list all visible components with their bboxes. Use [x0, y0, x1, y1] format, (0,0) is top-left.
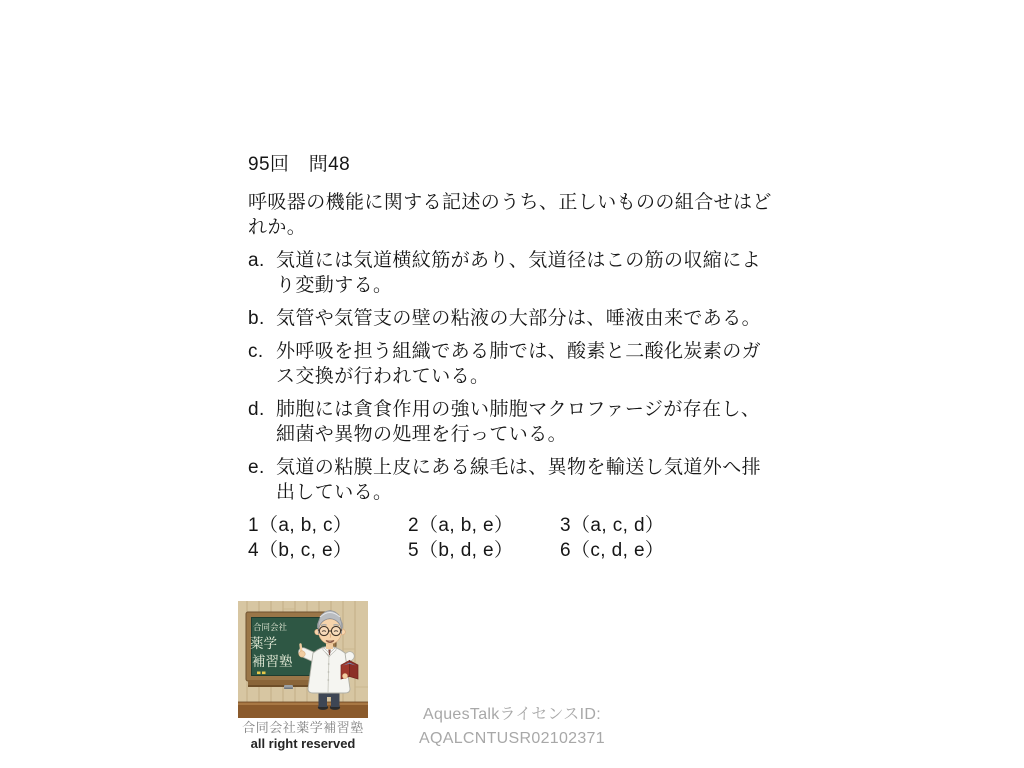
question-block: [248, 152, 782, 563]
option-c-marker: c.: [248, 341, 264, 362]
option-b: [248, 306, 782, 331]
option-e-marker: e.: [248, 457, 265, 478]
option-c-text: 外呼吸を担う組織である肺では、酸素と二酸化炭素のガ ス交換が行われている。: [276, 341, 762, 387]
answer-choice-3: 3（a, c, d）: [560, 515, 665, 536]
logo-rights-text: all right reserved: [250, 736, 356, 751]
license-line-1: AquesTalkライセンスID:: [423, 706, 601, 723]
option-a-text: 気道には気道横紋筋があり、気道径はこの筋の収縮によ り変動する。: [276, 250, 762, 296]
logo-caption: [234, 720, 372, 752]
question-title: 95回 問48: [248, 154, 351, 175]
option-b-marker: b.: [248, 308, 265, 329]
answer-choice-4: 4（b, c, e）: [248, 540, 353, 561]
aquestalk-license: [397, 703, 627, 751]
option-d-text: 肺胞には貪食作用の強い肺胞マクロファージが存在し、 細菌や異物の処理を行っている。: [276, 399, 761, 445]
answer-choice-5: 5（b, d, e）: [408, 540, 514, 561]
school-logo-image: [238, 601, 368, 718]
answer-choice-6: 6（c, d, e）: [560, 540, 665, 561]
answer-choice-1: 1（a, b, c）: [248, 515, 353, 536]
teacher-chalkboard-illustration: [238, 601, 368, 718]
prompt-line-2: れか。: [248, 217, 307, 238]
option-a-marker: a.: [248, 250, 265, 271]
logo-company-name: 合同会社薬学補習塾: [242, 720, 364, 735]
option-d: [248, 397, 782, 447]
option-e: [248, 455, 782, 505]
option-a: [248, 248, 782, 298]
option-c: [248, 339, 782, 389]
board-text-line-1: 合同会社: [253, 622, 288, 632]
question-prompt: [248, 190, 782, 240]
board-text-line-3: 補習塾: [252, 654, 293, 669]
answer-choices: [248, 513, 782, 563]
license-line-2: AQALCNTUSR02102371: [419, 730, 605, 747]
option-d-marker: d.: [248, 399, 265, 420]
option-b-text: 気管や気管支の壁の粘液の大部分は、唾液由来である。: [276, 308, 762, 329]
answer-choice-2: 2（a, b, e）: [408, 515, 514, 536]
board-text-line-2: 薬学: [250, 636, 277, 651]
prompt-line-1: 呼吸器の機能に関する記述のうち、正しいものの組合せはど: [248, 192, 772, 213]
option-e-text: 気道の粘膜上皮にある線毛は、異物を輸送し気道外へ排 出している。: [276, 457, 762, 503]
